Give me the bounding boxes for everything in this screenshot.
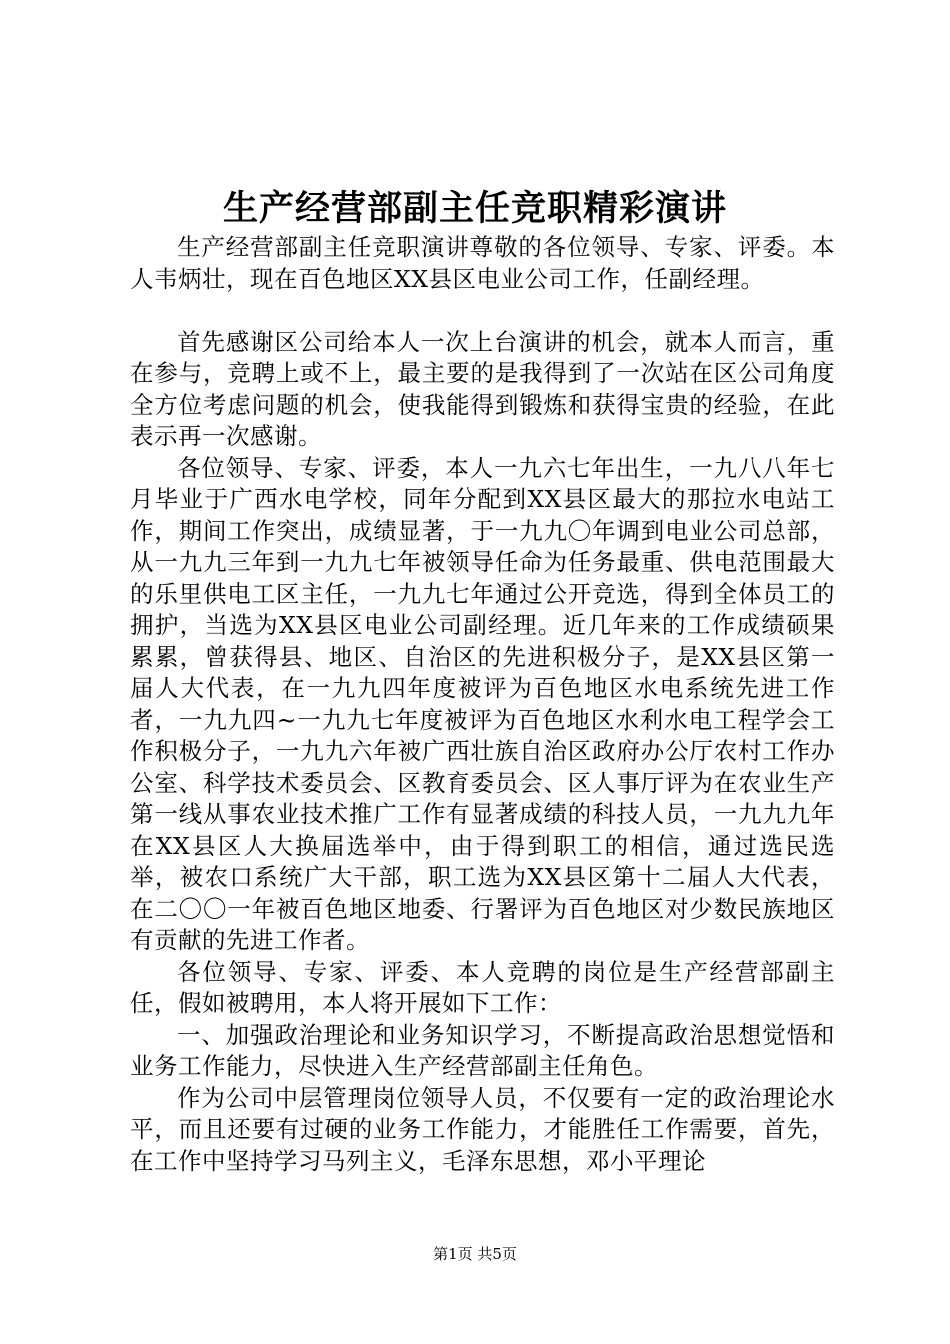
paragraph-position: 各位领导、专家、评委、本人竞聘的岗位是生产经营部副主任，假如被聘用，本人将开展如下工作： [130,957,835,1017]
document-body [130,232,835,1177]
paragraph-spacer [130,295,835,327]
page-number-footer: 第1页 共5页 [433,1245,517,1263]
paragraph-plan-detail: 作为公司中层管理岗位领导人员，不仅要有一定的政治理论水平，而且还要有过硬的业务工作能力，才能胜任工作需要，首先，在工作中坚持学习马列主义，毛泽东思想，邓小平理论 [130,1083,835,1175]
paragraph-plan-one: 一、加强政治理论和业务知识学习，不断提高政治思想觉悟和业务工作能力，尽快进入生产经营部副主任角色。 [130,1020,835,1080]
paragraph-thanks: 首先感谢区公司给本人一次上台演讲的机会，就本人而言，重在参与，竞聘上或不上，最主要的是我得到了一次站在区公司角度全方位考虑问题的机会，使我能得到锻炼和获得宝贵的经验，在此表示再一次感谢。 [130,327,835,450]
paragraph-opening: 生产经营部副主任竞职演讲尊敬的各位领导、专家、评委。本人韦炳壮，现在百色地区XX县区电业公司工作，任副经理。 [130,233,835,293]
paragraph-background: 各位领导、专家、评委，本人一九六七年出生，一九八八年七月毕业于广西水电学校，同年分配到XX县区最大的那拉水电站工作，期间工作突出，成绩显著，于一九九〇年调到电业公司总部，从一九九三年到一九九七年被领导任命为任务最重、供电范围最大的乐里供电工区主任，一九九七年通过公开竞选，得到全体员工的拥护，当选为XX县区电业公司副经理。近几年来的工作成绩硕果累累，曾获得县、地区、自治区的先进积极分子，是XX县区第一届人大代表，在一九九四年度被评为百色地区水电系统先进工作者，一九九四~一九九七年度被评为百色地区水利水电工程学会工作积极分子，一九九六年被广西壮族自治区政府办公厅农村工作办公室、科学技术委员会、区教育委员会、区人事厅评为在农业生产第一线从事农业技术推广工作有显著成绩的科技人员，一九九九年在XX县区人大换届选举中，由于得到职工的相信，通过选民选举，被农口系统广大干部，职工选为XX县区第十二届人大代表，在二〇〇一年被百色地区地委、行署评为百色地区对少数民族地区有贡献的先进工作者。 [130,453,835,954]
document-title: 生产经营部副主任竞职精彩演讲 [222,188,727,229]
